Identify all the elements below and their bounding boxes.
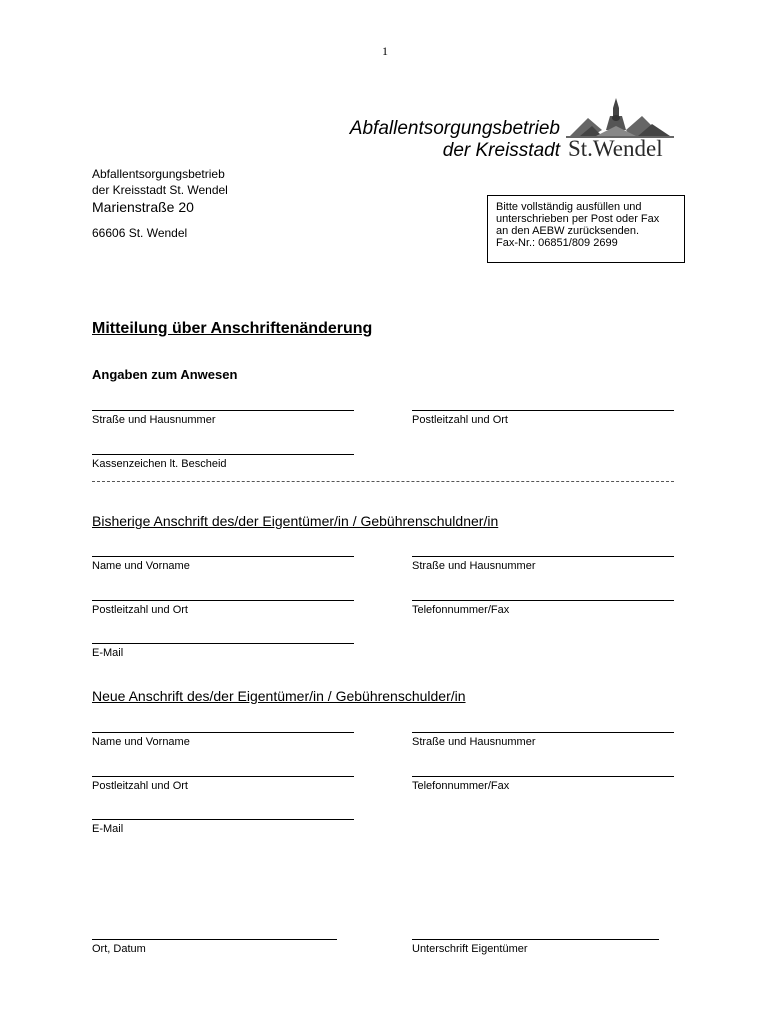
note-line-2: unterschrieben per Post oder Fax bbox=[496, 213, 660, 225]
instructions-box bbox=[487, 195, 685, 263]
new-postal-field[interactable] bbox=[92, 776, 354, 792]
logo-brand: St.Wendel bbox=[568, 136, 663, 161]
address-line-2: der Kreisstadt St. Wendel bbox=[92, 183, 228, 197]
previous-phone-field[interactable] bbox=[412, 600, 674, 616]
logo-org-name bbox=[330, 118, 560, 162]
note-line-1: Bitte vollständig ausfüllen und bbox=[496, 201, 642, 213]
section-divider bbox=[92, 481, 674, 482]
previous-postal-field[interactable] bbox=[92, 600, 354, 616]
field-label: Postleitzahl und Ort bbox=[92, 780, 188, 792]
previous-street-field[interactable] bbox=[412, 556, 674, 572]
address-line-1: Abfallentsorgungsbetrieb bbox=[92, 167, 225, 181]
previous-name-field[interactable] bbox=[92, 556, 354, 572]
field-label: E-Mail bbox=[92, 823, 124, 835]
page-number: 1 bbox=[382, 44, 388, 58]
st-wendel-skyline-logo-icon bbox=[566, 96, 674, 140]
field-label: Straße und Hausnummer bbox=[412, 736, 536, 748]
field-label: Telefonnummer/Fax bbox=[412, 604, 510, 616]
section-property-heading: Angaben zum Anwesen bbox=[92, 367, 238, 382]
owner-signature-field[interactable] bbox=[412, 939, 659, 955]
field-label: Ort, Datum bbox=[92, 943, 146, 955]
field-label: Straße und Hausnummer bbox=[92, 414, 216, 426]
new-phone-field[interactable] bbox=[412, 776, 674, 792]
section-previous-address-heading: Bisherige Anschrift des/der Eigentümer/in / Gebührenschuldner/in bbox=[92, 513, 499, 529]
address-street: Marienstraße 20 bbox=[92, 199, 194, 215]
field-label: Postleitzahl und Ort bbox=[412, 414, 508, 426]
note-line-3: an den AEBW zurücksenden. bbox=[496, 225, 640, 237]
previous-email-field[interactable] bbox=[92, 643, 354, 659]
form-title: Mitteilung über Anschriftenänderung bbox=[92, 320, 373, 337]
field-label: Name und Vorname bbox=[92, 560, 190, 572]
new-street-field[interactable] bbox=[412, 732, 674, 748]
note-line-4: Fax-Nr.: 06851/809 2699 bbox=[496, 237, 618, 249]
field-label: Unterschrift Eigentümer bbox=[412, 943, 528, 955]
field-label: Postleitzahl und Ort bbox=[92, 604, 188, 616]
property-street-field[interactable] bbox=[92, 410, 354, 426]
field-label: Name und Vorname bbox=[92, 736, 190, 748]
property-postal-field[interactable] bbox=[412, 410, 674, 426]
new-name-field[interactable] bbox=[92, 732, 354, 748]
field-label: Telefonnummer/Fax bbox=[412, 780, 510, 792]
new-email-field[interactable] bbox=[92, 819, 354, 835]
address-city: 66606 St. Wendel bbox=[92, 226, 188, 240]
logo-line-2: der Kreisstadt bbox=[442, 140, 560, 161]
field-label: Straße und Hausnummer bbox=[412, 560, 536, 572]
field-label: E-Mail bbox=[92, 647, 124, 659]
sender-address bbox=[92, 166, 228, 241]
section-new-address-heading: Neue Anschrift des/der Eigentümer/in / Gebührenschulder/in bbox=[92, 688, 466, 704]
field-label: Kassenzeichen lt. Bescheid bbox=[92, 458, 227, 470]
place-date-field[interactable] bbox=[92, 939, 337, 955]
logo-line-1: Abfallentsorgungsbetrieb bbox=[349, 118, 560, 139]
cash-reference-field[interactable] bbox=[92, 454, 354, 470]
